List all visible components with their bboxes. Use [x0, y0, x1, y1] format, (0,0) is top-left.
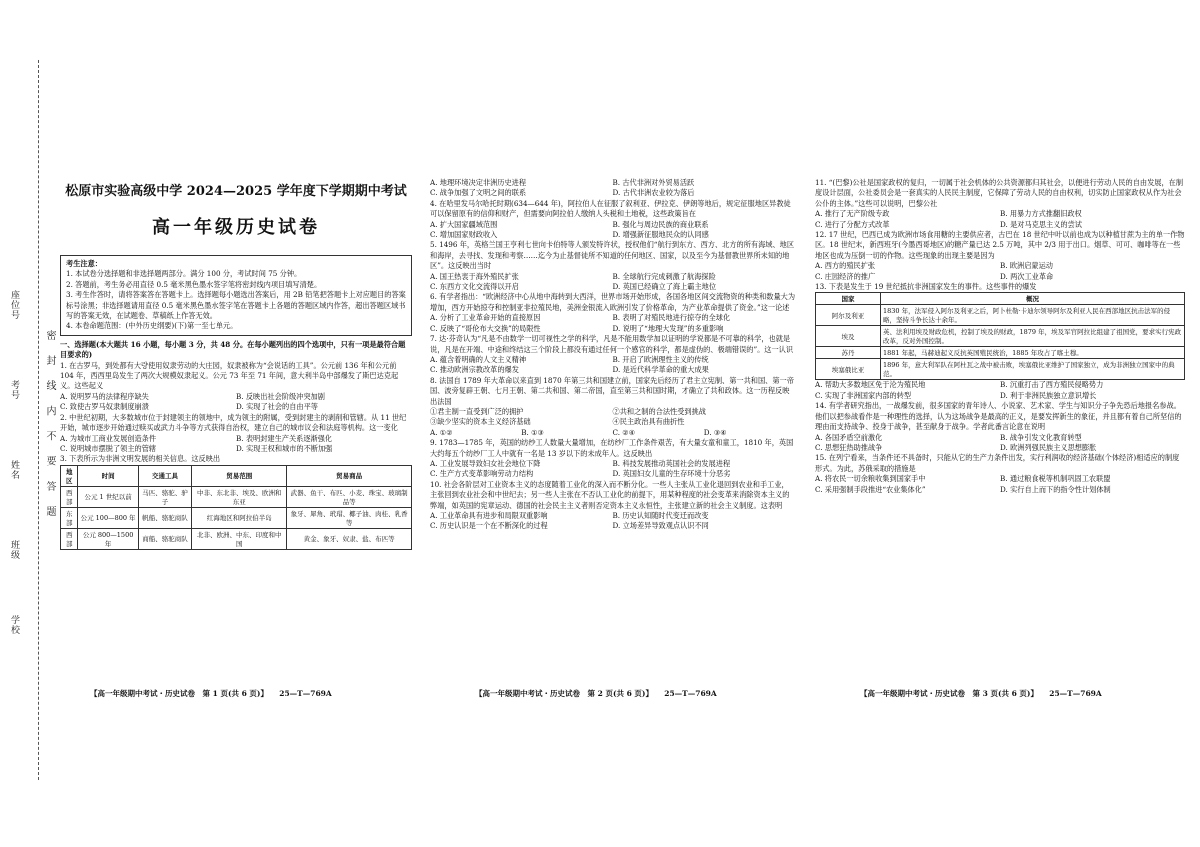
question-8-options: [430, 428, 795, 438]
option: A. 将农民一切余粮收集到国家手中: [815, 474, 926, 484]
option: C. 采用强制手段推进“农业集体化”: [815, 484, 926, 494]
notice-item: 2. 答题前，考生务必用直径 0.5 毫米黑色墨水签字笔将密封线内项目填写清楚。: [66, 279, 322, 289]
table-cell: 西部: [61, 486, 78, 507]
table-header-row: [61, 465, 412, 486]
question-1-options: [60, 392, 412, 413]
option: C. 生产方式变革影响劳动力结构: [430, 469, 534, 479]
table-cell: 1896 年，意大利军队在阿杜瓦之战中被击败，埃塞俄比亚维护了国家独立，成为非洲独立国家中的典范。: [881, 359, 1185, 380]
option: D. 英国已经确立了海上霸主地位: [612, 282, 717, 292]
question-9: 9. 1783—1785 年，英国的纺纱工人数量大量增加，在纺纱厂工作条件艰苦，有大量女童和童工，1810 年，英国大约每五个纺纱厂工人中就有一名是 13 岁以下的未成年人。这反映出: [430, 438, 794, 458]
table-cell: 英、法利用埃及财政危机，控制了埃及的财政，1879 年，埃及军官阿拉比组建了祖国党，要求实行宪政改革，反对外国控制。: [881, 326, 1185, 347]
exam-title: 松原市实验高级中学 2024—2025 学年度下学期期中考试: [65, 184, 407, 199]
option: D. 实现了社会的自由平等: [236, 402, 318, 412]
question-14: 14. 有学者研究指出，一战爆发前，很多国家的青年诗人、小说家、艺术家、学生与知识分子争先恐后地报名参战。他们以把参战看作是一种理性的选择，认为这场战争是最高的正义，是要发挥新生的象征，并且都有着自己所坚信的理由而支持战争、投身于战争，甚至献身于战争。学者此番言论意在说明: [815, 401, 1182, 432]
notice-item: 3. 考生作答时，请将答案答在答题卡上。选择题每小题选出答案后，用 2B 铅笔把答题卡上对应题目的答案标号涂黑；非选择题请用直径 0.5 毫米黑色墨水签字笔在答题卡上各题的答题区域内作答，超出答题区域书写的答案无效，在试题卷、草稿纸上作答无效。: [66, 290, 406, 321]
option: A. 扩大国家疆域范围: [430, 219, 498, 229]
question-2-options: [60, 434, 412, 455]
option: D. 实现王权和城市的不断加强: [236, 443, 333, 453]
table-cell: 苏丹: [816, 347, 881, 359]
table-row: [61, 528, 412, 549]
notice-item: 4. 本卷命题范围：(中外历史纲要)(下)第一至七单元。: [66, 321, 238, 331]
question-15: 15. 在列宁看来，当条件还不具备时，只能从它的生产力条件出发，实行利润收的经济基础(个体经济)相适应的制度形式。为此，苏俄采取的措施是: [815, 453, 1180, 473]
table-cell: 红海地区和阿拉伯半岛: [192, 507, 287, 528]
option: B. 科技发展推动英国社会的发展进程: [612, 458, 731, 468]
option: A. 地理环境决定非洲历史进程: [430, 178, 527, 187]
statement: ④民主政治具有曲折性: [612, 417, 685, 427]
question-6: 6. 有学者指出：“欧洲经济中心从地中海转到大西洋，世界市场开始形成，各国各地区间交流物资的种类和数量大为增加，西方开始掠夺和控制亚非拉殖民地，美洲金银流入欧洲引发了价格革命，为产业革命提供了资金。”这一论述: [430, 292, 796, 312]
question-1: 1. 在古罗马，到处都有大량使用奴隶劳动的大庄园，奴隶被称为“会说话的工具”。公元前 136 年和公元前 104 年，西西里岛发生了两次大规模奴隶起义。公元 73 年至 71 年间，意大利半岛中部爆发了斯巴达克起义。这些起义: [60, 360, 399, 391]
table-header: 贸易商品: [287, 465, 412, 486]
binding-margin: [0, 0, 58, 847]
table-row: [816, 359, 1185, 380]
option: B. 欧洲启蒙运动: [1000, 261, 1053, 271]
option: D. 实行自上而下的指令性计划体制: [1000, 484, 1111, 494]
option: C. 庄园经济的推广: [815, 271, 876, 281]
question-12-options: [815, 261, 1185, 282]
table-cell: 马匹、骆驼、驴子: [138, 486, 192, 507]
option: B. 战争引发文化教育转型: [1000, 432, 1082, 442]
question-10-options: [430, 511, 795, 532]
table-cell: 北非、欧洲、中东、印度和中国: [192, 528, 287, 549]
option: B. 表明封建生产关系逐渐强化: [236, 433, 333, 443]
option: D. 是对马克思主义的尝试: [1000, 219, 1082, 229]
option: C. 致使古罗马奴隶制度崩溃: [60, 402, 149, 412]
question-5: 5. 1496 年，英格兰国王亨利七世向卡伯特等人颁发特许状，授权他们“航行到东方、西方、北方的所有海域、地区和海岸，去寻找、发现和考察……迄今为止基督徒所不知道的任何地区、国家，以及至今为基督教世界所未知的地区”。这反映出当时: [430, 240, 795, 271]
option: B. ①③: [521, 427, 544, 437]
option: A. ①②: [430, 427, 453, 437]
option: A. 西方的殖民扩张: [815, 261, 876, 271]
page-2: [430, 0, 795, 847]
page-3-footer: 【高一年级期中考试・历史试卷 第 3 页(共 6 页)】 25—T—769A: [860, 689, 1102, 698]
table-cell: 商船、骆驼商队: [138, 528, 192, 549]
option: C. 思想狂热助推战争: [815, 442, 883, 452]
option: B. 古代非洲对外贸易活跃: [612, 178, 695, 187]
question-14-options: [815, 433, 1185, 454]
table-header: 国家: [816, 293, 881, 305]
africa-table: [60, 465, 412, 550]
school-label: 学校: [9, 615, 19, 635]
seal-warning: 密 封 线 内 不 要 答 题: [44, 330, 55, 523]
exam-no-label: 考号: [9, 380, 19, 400]
name-label: 姓名: [9, 460, 19, 480]
notice-item: 1. 本试卷分选择题和非选择题两部分。满分 100 分，考试时间 75 分钟。: [66, 269, 302, 279]
table-row: [816, 305, 1185, 326]
option: A. 分析了工业革命开始的直接原因: [430, 313, 541, 323]
table-cell: 埃及: [816, 326, 881, 347]
statement: ②共和之制的合法性受到挑战: [612, 406, 706, 416]
option: A. 帮助大多数地区免于沦为殖民地: [815, 380, 926, 390]
question-13: 13. 下表是发生于 19 世纪抵抗非洲国家发生的事件。这些事件的爆发: [815, 282, 1037, 292]
option: D. 古代非洲农业较为落后: [612, 188, 695, 198]
option: B. 全球航行完成刺激了航海探险: [612, 271, 716, 281]
table-cell: 黄金、象牙、奴隶、盐、布匹等: [287, 528, 412, 549]
table-cell: 阿尔及利亚: [816, 305, 881, 326]
option: A. 各国矛盾空前激化: [815, 432, 883, 442]
page-1-footer: 【高一年级期中考试・历史试卷 第 1 页(共 6 页)】 25—T—769A: [90, 689, 332, 698]
table-cell: 西部: [61, 528, 78, 549]
table-cell: 公元 100—800 年: [78, 507, 138, 528]
section-heading: 一、选择题(本大题共 16 小题，每小题 3 分，共 48 分。在每小题列出的四个选项中，只有一项是最符合题目要求的): [60, 339, 406, 360]
table-header: 地区: [61, 465, 78, 486]
option: C. 增加国家财政收入: [430, 230, 498, 240]
table-cell: 1830 年，法军侵入阿尔及利亚之后，阿卜杜勒·卡迪尔领导阿尔及利亚人民在西部地区抗击法军的侵略，坚持斗争长达十余年。: [881, 305, 1185, 326]
table-cell: 象牙、犀角、玳瑁、椰子油、肉桂、乳香等: [287, 507, 412, 528]
exam-subtitle: 高一年级历史试卷: [152, 217, 320, 238]
question-2: 2. 中世纪初期，大多数城市位于封建领主的领地中，成为领主的附属，受到封建主的剥削和管辖。从 11 世纪开始，城市逐步开始通过赎买或武力斗争等方式获得自治权，建立自己的城市议会和法庭等机构。这一变化: [60, 412, 407, 433]
table-header: 交通工具: [138, 465, 192, 486]
option: B. 历史认知随时代变迁而改变: [612, 511, 709, 520]
question-11-options: [815, 209, 1185, 230]
question-11: 11. “(巴黎)公社是国家政权的复归，一切属于社会机体的公共资源都归其社会，以便进行劳动人民的自由发展，在制度设计层面，公社委员会是一套真实的人民民主制度，它保障了劳动人民的自由权利，切实防止国家政权从作为社会公仆的主体。”这些可以说明，巴黎公社: [815, 178, 1184, 208]
option: B. 反映出社会阶级冲突加剧: [236, 391, 325, 401]
statement: ①君主制一直受到广泛的拥护: [430, 406, 524, 416]
option: A. 推行了无产阶级专政: [815, 209, 890, 219]
class-label: 班级: [9, 540, 19, 560]
option: C. 实现了非洲国家内部的转型: [815, 390, 912, 400]
question-13-options: [815, 380, 1185, 401]
option: A. 工业发展导致妇女社会地位下降: [430, 458, 541, 468]
option: C. 历史认识是一个在不断深化的过程: [430, 521, 548, 531]
table-cell: 公元 800—1500 年: [78, 528, 138, 549]
option: C. 推动欧洲宗教改革的爆发: [430, 365, 519, 375]
table-cell: 武器、鱼干、布匹、小麦、珠宝、玻璃制品等: [287, 486, 412, 507]
option: C. 进行了分配方式改革: [815, 219, 890, 229]
page-3: [815, 0, 1185, 847]
question-4: 4. 在哈里发马尔哈托时期(634—644 年)，阿拉伯人在征服了叙利亚、伊拉克、伊朗等地后，规定征服地区异教徒可以保留原有的信仰和财产，但需要向阿拉伯人缴纳人头税和土地税，这些政策旨在: [430, 198, 791, 219]
option: A. 为城市工商业发展创造条件: [60, 433, 157, 443]
table-header-row: [816, 293, 1185, 305]
option: C. 说明城市摆脱了领主的管辖: [60, 443, 157, 453]
table-row: [816, 326, 1185, 347]
option: B. 强化与周边民族的商业联系: [612, 219, 709, 229]
table-header: 时间: [78, 465, 138, 486]
notice-box: [60, 255, 412, 336]
table-cell: 埃塞俄比亚: [816, 359, 881, 380]
seal-line: [38, 60, 39, 780]
option: B. 用暴力方式推翻旧政权: [1000, 209, 1082, 219]
option: B. 沉重打击了西方殖民侵略势力: [1000, 380, 1104, 390]
notice-title: 考生注意：: [66, 259, 102, 268]
question-8: 8. 法国自 1789 年大革命以来直到 1870 年第三共和国建立前，国家先后经历了君主立宪制、第一共和国、第一帝国、波旁复辟王朝、七月王朝、第二共和国、第二帝国，直至第三共和国时期，才确立了共和政体。这一历程反映出法国: [430, 375, 794, 406]
question-6-options: [430, 313, 795, 334]
question-5-options: [430, 272, 795, 293]
table-header: 概况: [881, 293, 1185, 305]
option: D. 欧洲列强民族主义思想膨胀: [1000, 442, 1097, 452]
seat-label: 座位号: [9, 290, 19, 320]
question-10: 10. 社会各阶层对工业资本主义的态度随着工业化的深入而不断分化。一些人主张从工业化退回到农业和手工业，主张回到农业社会和中世纪去；另一些人主张在不否认工业化的前提下，用某种程度的社会变革来消除资本主义的弊端，如英国的宪章运动、德国的社会民主主义者则否定资本主义永恒性，主张建立新的社会主义制度。这表明: [430, 479, 790, 510]
table-cell: 帆船、骆驼商队: [138, 507, 192, 528]
page-1: [60, 0, 412, 847]
option: A. 说明罗马的法律程序缺失: [60, 391, 149, 401]
option: D. 英国妇女儿童的生存环境十分恶劣: [612, 469, 731, 479]
table-row: [61, 507, 412, 528]
option: D. 增强新征服地民众的认同感: [612, 230, 709, 240]
option: D. 利于非洲民族独立意识增长: [1000, 390, 1097, 400]
table-cell: 东部: [61, 507, 78, 528]
option: D. ③④: [703, 427, 727, 437]
option: C. 东西方文化交流得以开启: [430, 282, 519, 292]
option: D. 立场差异导致观点认识不同: [612, 521, 709, 531]
question-15-options: [815, 474, 1185, 495]
question-7-options: [430, 355, 795, 376]
table-cell: 公元 1 世纪以前: [78, 486, 138, 507]
option: A. 工业革命具有进步和局限双重影响: [430, 511, 548, 520]
table-row: [61, 486, 412, 507]
option: D. 说明了“地理大发现”的多重影响: [612, 323, 724, 333]
question-3: 3. 下表所示为非洲文明发展的相关信息。这反映出: [60, 454, 221, 464]
statement: ③缺少坚实的资本主义经济基础: [430, 417, 531, 427]
option: B. 开启了欧洲理性主义的传统: [612, 354, 709, 364]
question-12: 12. 17 世纪，巴西已成为欧洲市场食用糖的主要供应者，古巴在 18 世纪中叶以前也成为以种植甘蔗为主的单一作物区。18 世纪末，新西班牙(今墨西哥地区)的糖产量已达 2.5 万吨，其中 2/3 用于出口。烟草、可可、咖啡等在一些地区也成为压倒一切的作物。这些现象的出现主要是因为: [815, 230, 1185, 260]
question-7: 7. 达·芬奇认为“凡是不由数学一切可视性之学的科学，凡是不能用数学加以证明的学说都是不可靠的科学，也就是说，凡是在开端、中途和终结这三个阶段上都没有通过任何一个感官的科学，都是虚伪的、极端错误的”。这一认识: [430, 334, 794, 354]
question-8-statements: [430, 407, 795, 428]
option: C. ②④: [612, 427, 636, 437]
table-row: [816, 347, 1185, 359]
option: B. 表明了对殖民地进行掠夺的全球化: [612, 313, 731, 323]
table-cell: 中非、东北非、埃及、欧洲和东亚: [192, 486, 287, 507]
option: A. 国王热衷于海外殖民扩张: [430, 271, 519, 281]
table-header: 贸易范围: [192, 465, 287, 486]
question-3-options: [430, 178, 795, 199]
question-4-options: [430, 220, 795, 241]
option: A. 蕴含着明确的人文主义精神: [430, 354, 527, 364]
option: C. 战争加强了文明之间的联系: [430, 188, 527, 198]
option: D. 两次工业革命: [1000, 271, 1054, 281]
question-9-options: [430, 459, 795, 480]
option: D. 是近代科学革命的重大成果: [612, 365, 709, 375]
option: B. 通过粮食税等机制巩固工农联盟: [1000, 474, 1111, 484]
resistance-table: [815, 292, 1185, 380]
option: C. 反映了“哥伦布大交换”的局限性: [430, 323, 541, 333]
page-2-footer: 【高一年级期中考试・历史试卷 第 2 页(共 6 页)】 25—T—769A: [475, 689, 717, 698]
table-cell: 1881 年起，马赫迪起义反抗英国殖民统治，1885 年攻占了喀土穆。: [881, 347, 1185, 359]
